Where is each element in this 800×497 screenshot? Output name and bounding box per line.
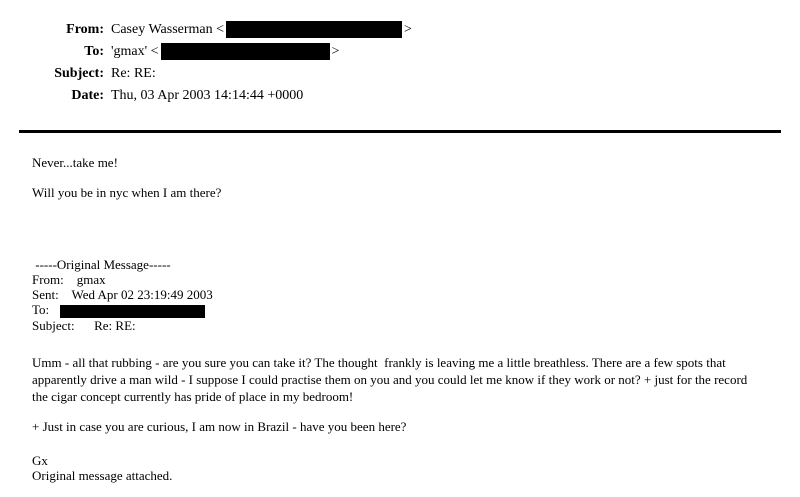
quoted-to-line: [32, 302, 748, 318]
subject-label: Subject:: [54, 66, 104, 81]
quoted-message-header: [32, 257, 748, 333]
subject-value: Re: RE:: [111, 66, 156, 81]
header-divider: [19, 130, 781, 133]
signature-line: Gx: [32, 452, 48, 468]
to-bracket-close: >: [331, 44, 340, 59]
quoted-separator: -----Original Message-----: [32, 257, 171, 272]
quoted-sent-line: Sent: Wed Apr 02 23:19:49 2003: [32, 287, 213, 302]
from-display-name: Casey Wasserman <: [111, 22, 225, 37]
closing-line: Original message attached.: [32, 467, 173, 483]
header-from-row: [0, 19, 800, 41]
date-label: Date:: [71, 88, 104, 103]
to-value: [111, 41, 339, 63]
email-header: [0, 0, 800, 107]
header-date-row: [0, 85, 800, 107]
body-question-line: Will you be in nyc when I am there?: [32, 185, 222, 200]
quoted-subject-line: Subject: Re: RE:: [32, 317, 136, 333]
quoted-to-label: To:: [32, 302, 50, 317]
header-subject-row: [0, 63, 800, 85]
from-value: [111, 19, 412, 41]
email-body: [32, 155, 751, 483]
to-label: To:: [84, 44, 104, 59]
date-value: Thu, 03 Apr 2003 14:14:44 +0000: [111, 88, 304, 103]
main-paragraph: Umm - all that rubbing - are you sure you can take it? The thought frankly is leaving me a little breathless. There are a few spots that apparently drive a man wild - I suppose I could practise them on you and you could let me know if they work or not? + just for the record the cigar concept currently has pride of place in my bedroom!: [32, 354, 751, 404]
quoted-from-line: From: gmax: [32, 272, 106, 287]
from-address-redaction-bar: [226, 21, 402, 38]
from-label: From:: [66, 22, 104, 37]
to-display-name: 'gmax' <: [111, 44, 159, 59]
brazil-line: + Just in case you are curious, I am now in Brazil - have you been here?: [32, 418, 407, 434]
quoted-to-redaction-bar: [60, 305, 205, 318]
header-to-row: [0, 41, 800, 63]
to-address-redaction-bar: [161, 43, 330, 60]
from-bracket-close: >: [404, 22, 412, 37]
body-opening-line: Never...take me!: [32, 155, 118, 170]
